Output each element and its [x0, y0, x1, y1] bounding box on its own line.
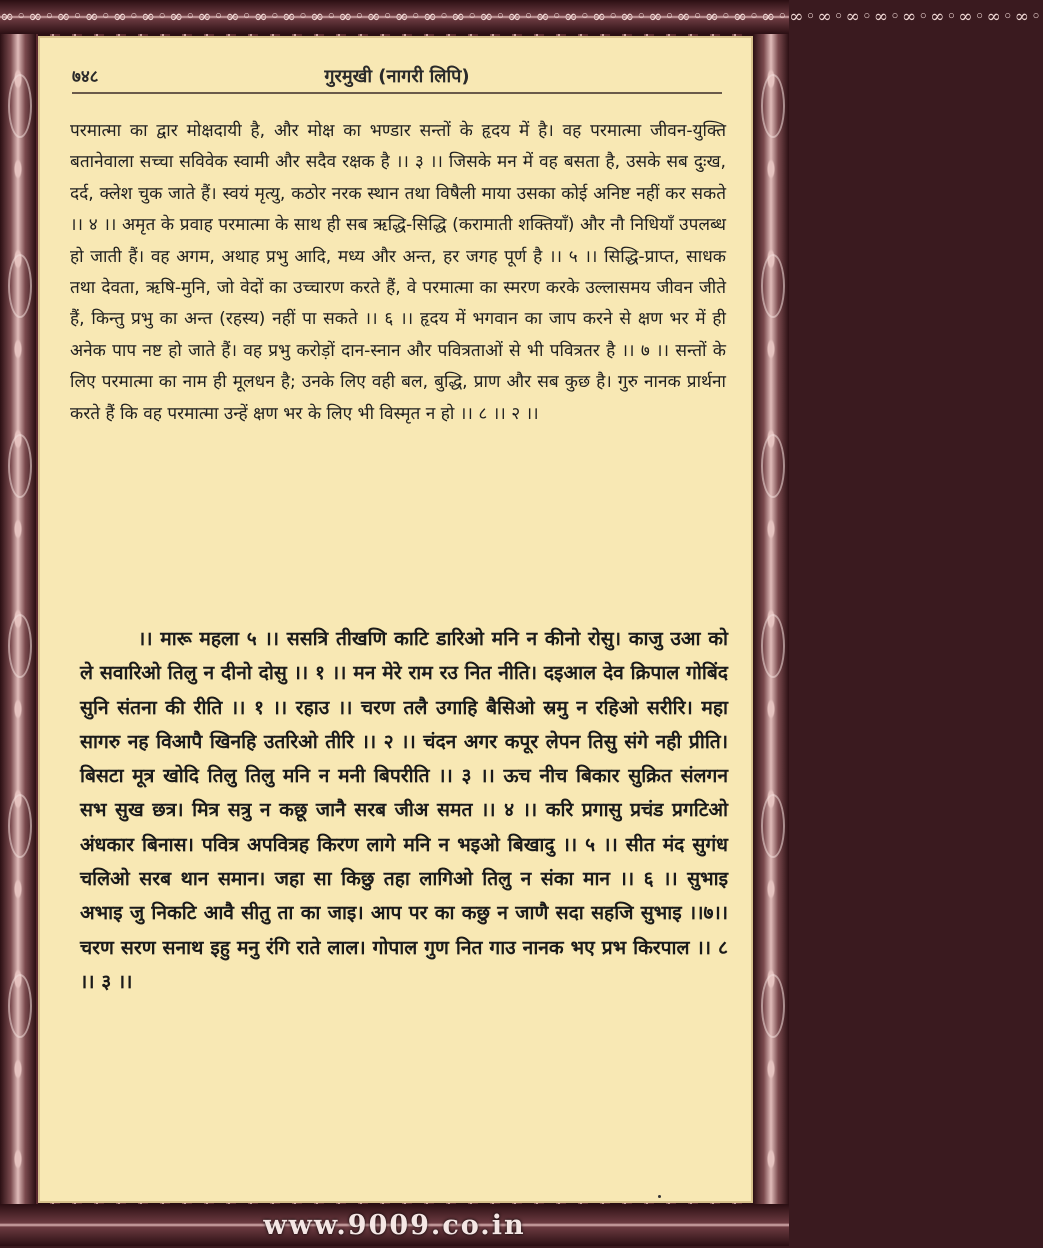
page-header: [72, 62, 722, 94]
verse-paragraph: ।। मारू महला ५ ।। ससत्रि तीखणि काटि डारिओ मनि न कीनो रोसु। काजु उआ को ले सवारिओ तिलु न दीनो दोसु ।। १ ।। मन मेरे राम रउ नित नीति। दइआल देव क्रिपाल गोबिंद सुनि संतना की रीति ।। १ ।। रहाउ ।। चरण तलै उगाहि बैसिओ स्रमु न रहिओ सरीरि। महा सागरु नह विआपै खिनहि उतरिओ तीरि ।। २ ।। चंदन अगर कपूर लेपन तिसु संगे नही प्रीति। बिसटा मूत्र खोदि तिलु तिलु मनि न मनी बिपरीति ।। ३ ।। ऊच नीच बिकार सुक्रित संलगन सभ सुख छत्र। मित्र सत्रु न कछू जानै सरब जीअ समत ।। ४ ।। करि प्रगासु प्रचंड प्रगटिओ अंधकार बिनास। पवित्र अपवित्रह किरण लागे मनि न भइओ बिखादु ।। ५ ।। सीत मंद सुगंध चलिओ सरब थान समान। जहा सा किछु तहा लागिओ तिलु न संका मान ।। ६ ।। सुभाइ अभाइ जु निकटि आवै सीतु ता का जाइ। आप पर का कछु न जाणै सदा सहजि सुभाइ ।।७।। चरण सरण सनाथ इहु मनु रंगि राते लाल। गोपाल गुण नित गाउ नानक भए प्रभ किरपाल ।। ८ ।। ३ ।।: [80, 627, 728, 993]
frame-left-border: [0, 34, 36, 1204]
translation-paragraph: परमात्मा का द्वार मोक्षदायी है, और मोक्ष का भण्डार सन्तों के हृदय में है। वह परमात्मा जीवन-युक्ति बतानेवाला सच्चा सविवेक स्वामी और सदैव रक्षक है ।। ३ ।। जिसके मन में वह बसता है, उसके सब दुःख, दर्द, क्लेश चुक जाते हैं। स्वयं मृत्यु, कठोर नरक स्थान तथा विषैली माया उसका कोई अनिष्ट नहीं कर सकते ।। ४ ।। अमृत के प्रवाह परमात्मा के साथ ही सब ऋद्धि-सिद्धि (करामाती शक्तियाँ) और नौ निधियाँ उपलब्ध हो जाती हैं। वह अगम, अथाह प्रभु आदि, मध्य और अन्त, हर जगह पूर्ण है ।। ५ ।। सिद्धि-प्राप्त, साधक तथा देवता, ऋषि-मुनि, जो वेदों का उच्चारण करते हैं, वे परमात्मा का स्मरण करके उल्लासमय जीवन जीते हैं, किन्तु प्रभु का अन्त (रहस्य) नहीं पा सकते ।। ६ ।। हृदय में भगवान का जाप करने से क्षण भर में ही अनेक पाप नष्ट हो जाते हैं। वह प्रभु करोड़ों दान-स्नान और पवित्रताओं से भी पवित्रतर है ।। ७ ।। सन्तों के लिए परमात्मा का नाम ही मूलधन है; उनके लिए वही बल, बुद्धि, प्राण और सब कुछ है। गुरु नानक प्रार्थना करते हैं कि वह परमात्मा उन्हें क्षण भर के लिए भी विस्मृत न हो ।। ८ ।। २ ।।: [70, 121, 726, 424]
book-page: [38, 36, 753, 1203]
frame-bottom-border: [0, 1204, 789, 1246]
frame-right-border: [753, 34, 789, 1204]
ink-dot: [658, 1195, 661, 1198]
page-number: ७४८: [72, 67, 99, 87]
page-title: गुरमुखी (नागरी लिपि): [324, 66, 470, 87]
frame-top-border: ∞◦∞◦∞◦∞◦∞◦∞◦∞◦∞◦∞◦∞◦∞◦∞◦∞◦∞◦∞◦∞◦∞◦∞◦∞◦∞◦∞◦∞◦∞◦∞◦∞◦∞◦∞◦∞◦∞◦∞◦∞◦∞◦∞◦∞◦∞◦∞◦∞◦: [0, 0, 789, 34]
website-url: www.9009.co.in: [263, 1210, 526, 1241]
